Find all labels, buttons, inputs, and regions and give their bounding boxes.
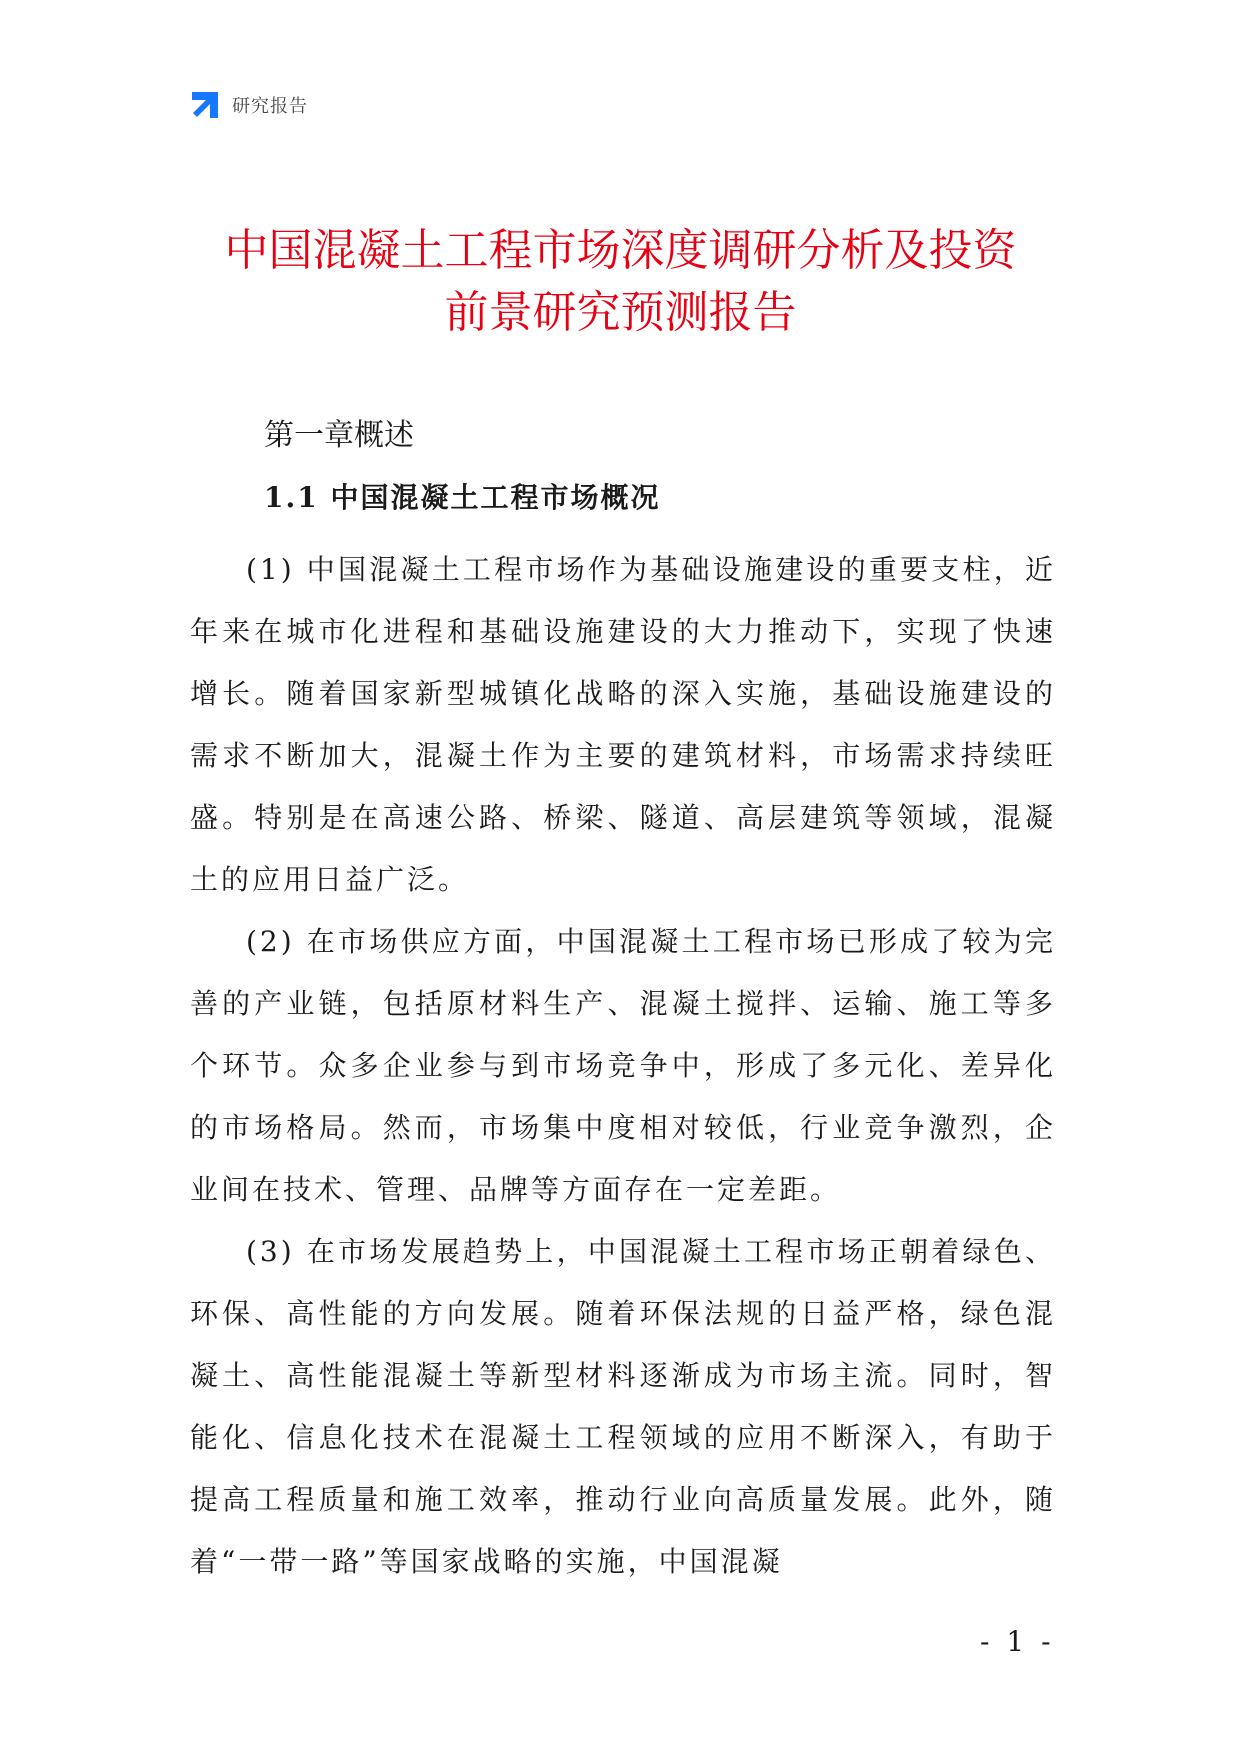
arrow-logo-icon bbox=[190, 90, 220, 120]
paragraph-1: (1) 中国混凝土工程市场作为基础设施建设的重要支柱，近年来在城市化进程和基础设施建设的大力推动下，实现了快速增长。随着国家新型城镇化战略的深入实施，基础设施建设的需求不断加大，混凝土作为主要的建筑材料，市场需求持续旺盛。特别是在高速公路、桥梁、隧道、高层建筑等领域，混凝土的应用日益广泛。 bbox=[190, 553, 1056, 896]
report-title-line2: 前景研究预测报告 bbox=[444, 287, 797, 338]
report-title bbox=[150, 220, 1091, 344]
chapter-heading: 第一章概述 bbox=[264, 418, 414, 453]
paragraph-2: (2) 在市场供应方面，中国混凝土工程市场已形成了较为完善的产业链，包括原材料生产、混凝土搅拌、运输、施工等多个环节。众多企业参与到市场竞争中，形成了多元化、差异化的市场格局。然而，市场集中度相对较低，行业竞争激烈，企业间在技术、管理、品牌等方面存在一定差距。 bbox=[190, 925, 1056, 1206]
paragraph-3: (3) 在市场发展趋势上，中国混凝土工程市场正朝着绿色、环保、高性能的方向发展。随着环保法规的日益严格，绿色混凝土、高性能混凝土等新型材料逐渐成为市场主流。同时，智能化、信息化技术在混凝土工程领域的应用不断深入，有助于提高工程质量和施工效率，推动行业向高质量发展。此外，随着“一带一路”等国家战略的实施，中国混凝 bbox=[190, 1235, 1056, 1578]
header-label: 研究报告 bbox=[232, 96, 308, 117]
section-heading: 1.1 中国混凝土工程市场概况 bbox=[264, 481, 661, 514]
report-header bbox=[190, 90, 308, 120]
report-title-line1: 中国混凝土工程市场深度调研分析及投资 bbox=[224, 225, 1017, 276]
report-body bbox=[190, 416, 1056, 1593]
page-number: - 1 - bbox=[980, 1625, 1055, 1658]
